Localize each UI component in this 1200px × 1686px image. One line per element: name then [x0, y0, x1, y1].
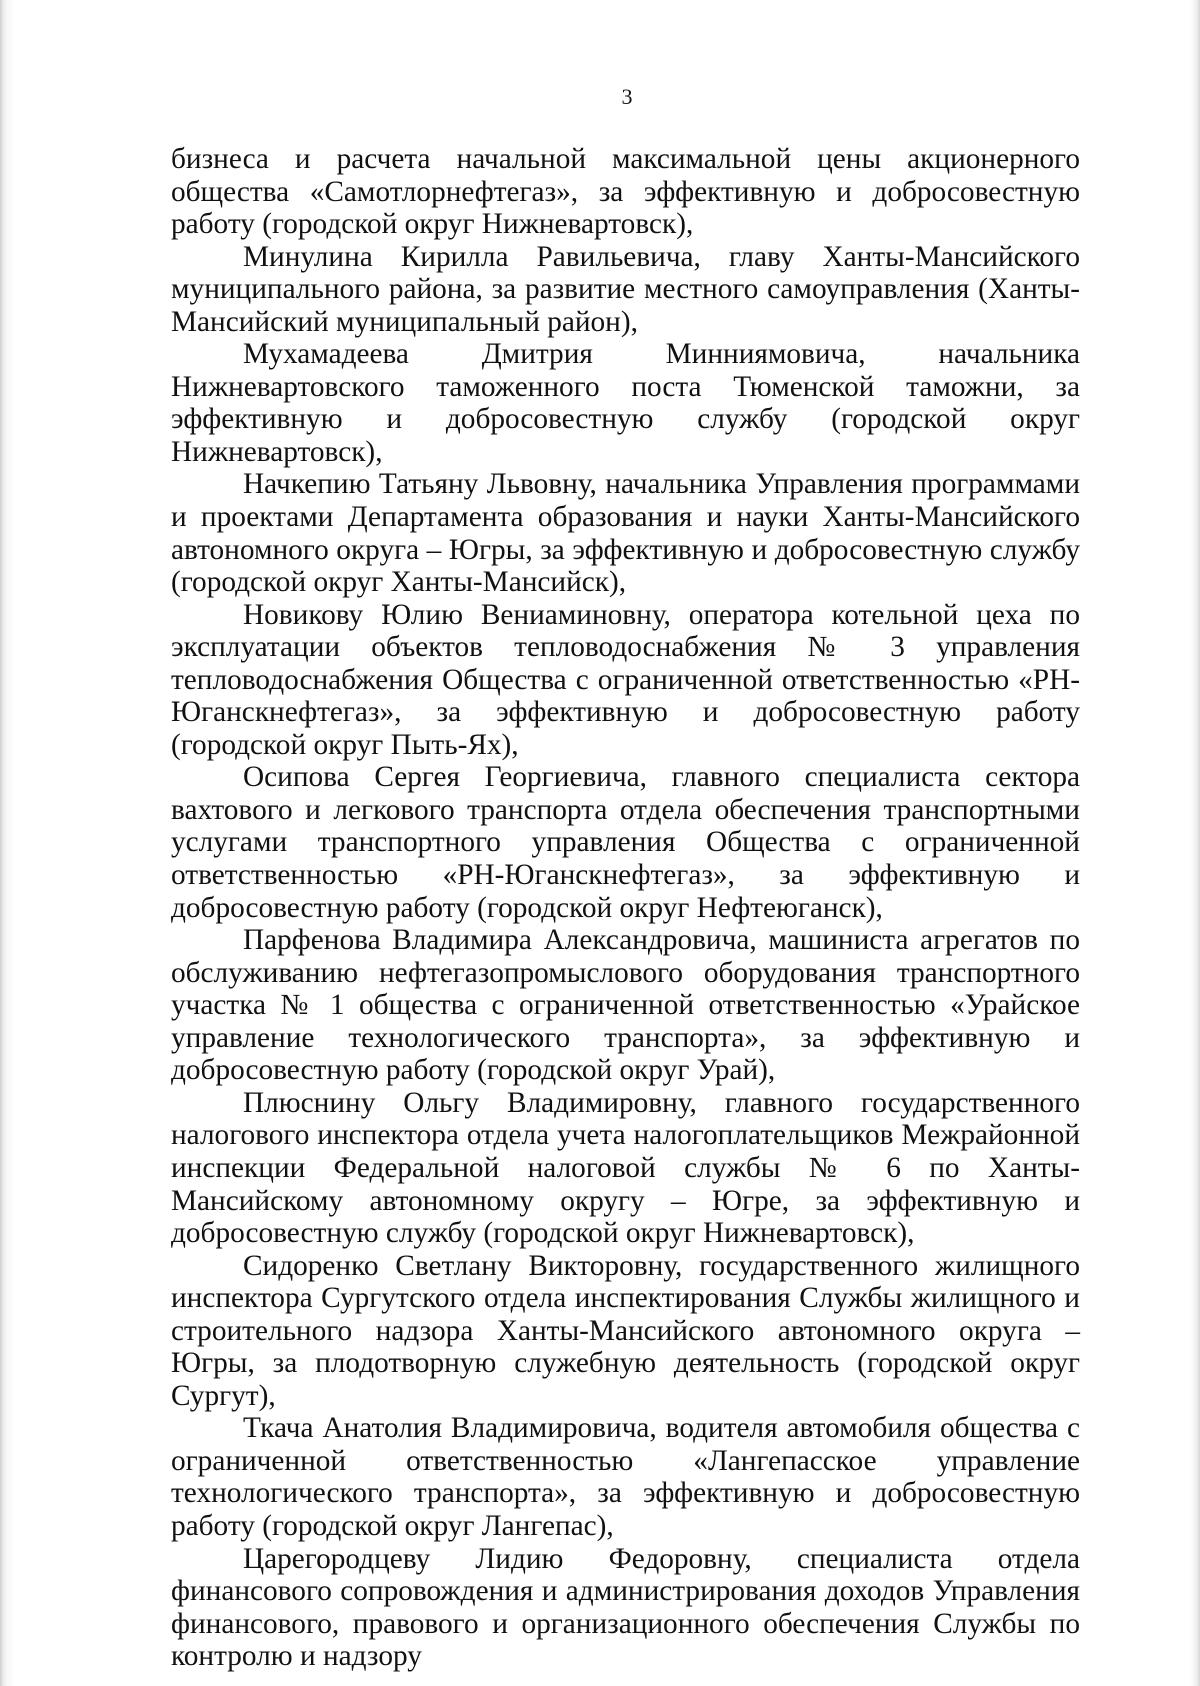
- paragraph-continuation: бизнеса и расчета начальной максимальной цены акционерного общества «Самотлорнефтегаз», за эффективную и добросовестную работу (городской округ Нижневартовск),: [171, 143, 1080, 241]
- scan-edge-left: [0, 0, 14, 1686]
- paragraph-mukhamadeev: Мухамадеева Дмитрия Минниямовича, начальника Нижневартовского таможенного поста Тюменской таможни, за эффективную и добросовестную службу (городской округ Нижневартовск),: [171, 338, 1080, 468]
- scan-edge-right: [1190, 0, 1200, 1686]
- paragraph-tsaregorodtseva: Царегородцеву Лидию Федоровну, специалиста отдела финансового сопровождения и администрирования доходов Управления финансового, правового и организационного обеспечения Службы по контролю и надзору: [171, 1542, 1080, 1673]
- paragraph-tkach: Ткача Анатолия Владимировича, водителя автомобиля общества с ограниченной ответственностью «Лангепасское управление технологического транспорта», за эффективную и добросовестную работу (городской округ Лангепас),: [171, 1412, 1080, 1542]
- paragraph-sidorenko: Сидоренко Светлану Викторовну, государственного жилищного инспектора Сургутского отдела инспектирования Службы жилищного и строительного надзора Ханты-Мансийского автономного округа – Югры, за плодотворную служебную деятельность (городской округ Сургут),: [171, 1249, 1080, 1412]
- paragraph-minulin: Минулина Кирилла Равильевича, главу Ханты-Мансийского муниципального района, за развитие местного самоуправления (Ханты-Мансийский муниципальный район),: [171, 240, 1080, 338]
- paragraph-plyusnina: Плюснину Ольгу Владимировну, главного государственного налогового инспектора отдела учета налогоплательщиков Межрайонной инспекции Федеральной налоговой службы № 6 по Ханты-Мансийскому автономному округу – Югре, за эффективную и добросовестную службу (городской округ Нижневартовск),: [171, 1086, 1080, 1250]
- document-body: [171, 143, 1080, 1673]
- paragraph-parfenov: Парфенова Владимира Александровича, машиниста агрегатов по обслуживанию нефтегазопромыслового оборудования транспортного участка № 1 общества с ограниченной ответственностью «Урайское управление технологического транспорта», за эффективную и добросовестную работу (городской округ Урай),: [171, 924, 1080, 1087]
- page-number: 3: [621, 84, 633, 109]
- paragraph-osipov: Осипова Сергея Георгиевича, главного специалиста сектора вахтового и легкового транспорта отдела обеспечения транспортными услугами транспортного управления Общества с ограниченной ответственностью «РН-Юганскнефтегаз», за эффективную и добросовестную работу (городской округ Нефтеюганск),: [171, 761, 1080, 924]
- paragraph-novikova: Новикову Юлию Вениаминовну, оператора котельной цеха по эксплуатации объектов тепловодоснабжения № 3 управления тепловодоснабжения Общества с ограниченной ответственностью «РН-Юганскнефтегаз», за эффективную и добросовестную работу (городской округ Пыть-Ях),: [171, 598, 1080, 761]
- paragraph-nachkepiya: Начкепию Татьяну Львовну, начальника Управления программами и проектами Департамента образования и науки Ханты-Мансийского автономного округа – Югры, за эффективную и добросовестную службу (городской округ Ханты-Мансийск),: [171, 468, 1080, 599]
